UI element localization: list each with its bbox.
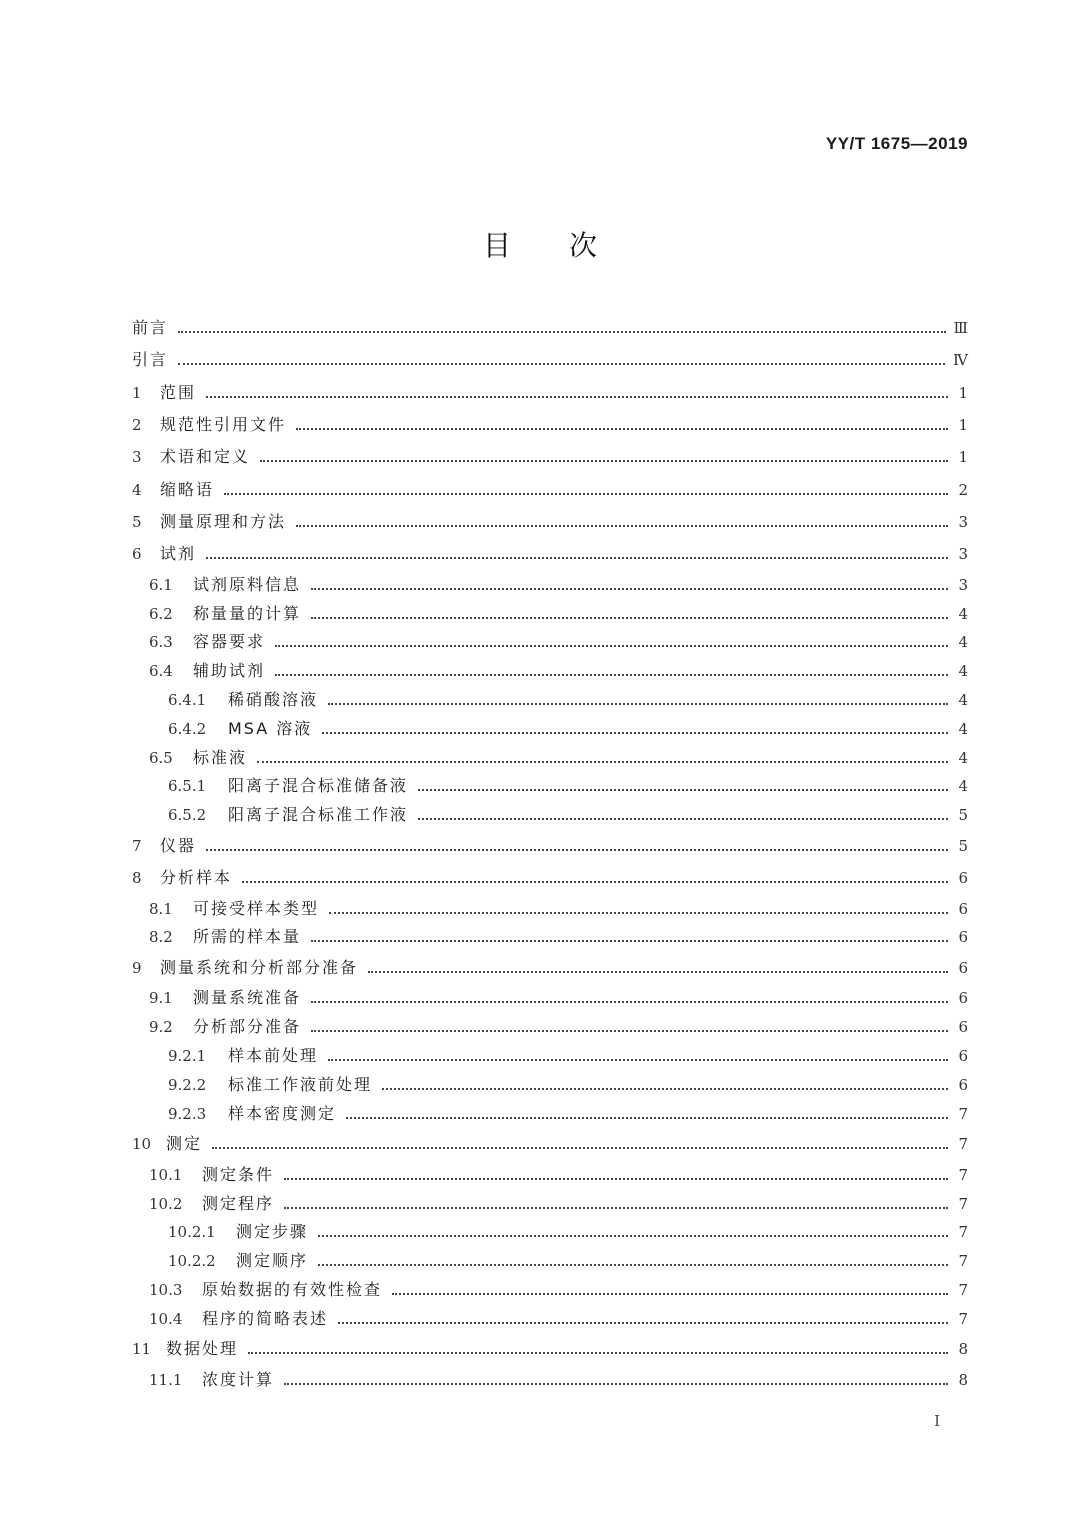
table-of-contents — [132, 312, 968, 1394]
toc-entry-page: 4 — [958, 777, 968, 796]
dot-leader — [346, 1117, 948, 1119]
toc-entry-number: 8.2 — [149, 928, 173, 947]
toc-entry-title: 规范性引用文件 — [160, 415, 287, 435]
toc-entry-page: 6 — [958, 928, 968, 947]
toc-entry-title: 缩略语 — [160, 479, 215, 499]
toc-entry-title: 原始数据的有效性检查 — [202, 1279, 383, 1299]
toc-entry[interactable] — [132, 599, 968, 628]
dot-leader — [224, 493, 948, 495]
toc-entry-number: 7 — [132, 836, 142, 855]
toc-entry-title: 试剂原料信息 — [193, 574, 302, 594]
toc-entry[interactable] — [132, 830, 968, 862]
toc-entry-page: 4 — [958, 633, 968, 652]
toc-entry[interactable] — [132, 1160, 968, 1189]
toc-entry-title: 阳离子混合标准工作液 — [228, 805, 409, 825]
dot-leader — [328, 703, 948, 705]
toc-entry-title: 稀硝酸溶液 — [228, 689, 319, 709]
dot-leader — [206, 557, 948, 559]
dot-leader — [296, 428, 948, 430]
toc-entry-number: 6.4.2 — [168, 719, 207, 738]
dot-leader — [318, 1264, 948, 1266]
toc-entry-number: 4 — [132, 480, 142, 499]
toc-entry-title: 容器要求 — [193, 632, 266, 652]
toc-entry-page: 6 — [958, 958, 968, 977]
toc-entry-title: 分析样本 — [160, 867, 233, 887]
toc-entry-number: 6.3 — [149, 633, 173, 652]
toc-entry-title: 标准工作液前处理 — [228, 1074, 373, 1094]
dot-leader — [311, 940, 948, 942]
toc-entry-page: 6 — [958, 1075, 968, 1094]
toc-entry-page: 7 — [958, 1309, 968, 1328]
dot-leader — [284, 1207, 948, 1209]
toc-entry-page: 4 — [958, 719, 968, 738]
dot-leader — [296, 525, 948, 527]
dot-leader — [418, 789, 948, 791]
standard-number: YY/T 1675—2019 — [825, 134, 968, 153]
toc-entry-number: 9.2.3 — [168, 1104, 207, 1123]
toc-entry-page: 7 — [958, 1252, 968, 1271]
toc-entry-number: 10.3 — [149, 1280, 183, 1299]
toc-entry-title: 数据处理 — [166, 1339, 239, 1359]
toc-entry-title: 范围 — [160, 382, 197, 402]
dot-leader — [275, 645, 948, 647]
toc-entry[interactable] — [132, 344, 968, 376]
page-title: 目次 — [482, 229, 655, 262]
toc-entry-page: 1 — [958, 416, 968, 435]
toc-entry-title: 样本密度测定 — [228, 1103, 337, 1123]
dot-leader — [242, 881, 948, 883]
toc-entry[interactable] — [132, 1276, 968, 1305]
toc-entry[interactable] — [132, 1333, 968, 1365]
toc-entry-title: 测定步骤 — [236, 1222, 309, 1242]
toc-entry[interactable] — [132, 1070, 968, 1099]
toc-entry[interactable] — [132, 894, 968, 923]
toc-entry[interactable] — [132, 923, 968, 952]
toc-entry-page: 7 — [958, 1280, 968, 1299]
dot-leader — [311, 1030, 948, 1032]
toc-entry[interactable] — [132, 952, 968, 984]
toc-entry-page: 3 — [958, 512, 968, 531]
toc-entry[interactable] — [132, 743, 968, 772]
toc-entry-title: 测定程序 — [202, 1193, 275, 1213]
toc-entry[interactable] — [132, 1099, 968, 1128]
dot-leader — [284, 1383, 948, 1385]
toc-entry[interactable] — [132, 312, 968, 344]
toc-entry-title: 测定顺序 — [236, 1251, 309, 1271]
toc-entry-title: 所需的样本量 — [193, 927, 302, 947]
dot-leader — [257, 761, 948, 763]
toc-entry-number: 6.4 — [149, 662, 173, 681]
toc-entry-number: 10 — [132, 1135, 152, 1154]
toc-entry[interactable] — [132, 506, 968, 538]
toc-entry-number: 1 — [132, 383, 142, 402]
toc-entry-title: 前言 — [132, 318, 169, 338]
toc-entry-title: 测量系统和分析部分准备 — [160, 957, 359, 977]
toc-entry[interactable] — [132, 1189, 968, 1218]
dot-leader — [311, 588, 948, 590]
toc-entry-title: 程序的简略表述 — [202, 1308, 329, 1328]
toc-entry[interactable] — [132, 1365, 968, 1394]
toc-entry[interactable] — [132, 409, 968, 441]
toc-entry-number: 8 — [132, 868, 142, 887]
toc-entry-number: 6.2 — [149, 604, 173, 623]
toc-entry[interactable] — [132, 473, 968, 505]
toc-entry[interactable] — [132, 377, 968, 409]
toc-entry-title: 辅助试剂 — [193, 661, 266, 681]
toc-entry-page: 6 — [958, 868, 968, 887]
toc-entry-number: 11 — [132, 1340, 152, 1359]
dot-leader — [368, 971, 948, 973]
toc-entry-page: 2 — [958, 480, 968, 499]
toc-entry-title: MSA 溶液 — [228, 718, 313, 738]
toc-entry-title: 标准液 — [193, 747, 248, 767]
toc-entry-number: 6.5.1 — [168, 777, 207, 796]
toc-entry-title: 浓度计算 — [202, 1369, 275, 1389]
toc-entry-title: 术语和定义 — [160, 447, 251, 467]
toc-entry-page: 1 — [958, 383, 968, 402]
toc-entry-title: 仪器 — [160, 835, 197, 855]
toc-entry-page: 3 — [958, 575, 968, 594]
dot-leader — [260, 460, 948, 462]
dot-leader — [328, 1059, 948, 1061]
toc-entry-page: 4 — [958, 690, 968, 709]
toc-entry-page: 4 — [958, 748, 968, 767]
toc-entry-title: 测定 — [166, 1134, 203, 1154]
toc-entry-page: 7 — [958, 1194, 968, 1213]
toc-entry-number: 10.4 — [149, 1309, 183, 1328]
toc-entry-title: 可接受样本类型 — [193, 898, 320, 918]
toc-entry-number: 3 — [132, 448, 142, 467]
toc-entry-title: 测量系统准备 — [193, 988, 302, 1008]
dot-leader — [212, 1147, 948, 1149]
toc-entry-title: 分析部分准备 — [193, 1017, 302, 1037]
toc-entry-page: 5 — [958, 836, 968, 855]
toc-entry[interactable] — [132, 570, 968, 599]
toc-entry-title: 称量量的计算 — [193, 603, 302, 623]
toc-entry[interactable] — [132, 772, 968, 801]
dot-leader — [206, 396, 948, 398]
dot-leader — [382, 1088, 948, 1090]
toc-entry-page: 6 — [958, 989, 968, 1008]
toc-entry-number: 10.2 — [149, 1194, 183, 1213]
toc-entry-number: 2 — [132, 416, 142, 435]
toc-entry[interactable] — [132, 1042, 968, 1071]
toc-entry-page: 6 — [958, 1047, 968, 1066]
toc-entry-title: 测定条件 — [202, 1164, 275, 1184]
toc-entry-number: 9.2 — [149, 1018, 173, 1037]
toc-entry-page: 8 — [958, 1370, 968, 1389]
dot-leader — [392, 1293, 948, 1295]
toc-entry-page: 4 — [958, 604, 968, 623]
toc-entry[interactable] — [132, 714, 968, 743]
toc-entry[interactable] — [132, 686, 968, 715]
dot-leader — [311, 1001, 948, 1003]
toc-entry-page: 7 — [958, 1165, 968, 1184]
toc-entry[interactable] — [132, 984, 968, 1013]
toc-entry-title: 引言 — [132, 350, 169, 370]
toc-entry-page: 6 — [958, 899, 968, 918]
toc-entry-number: 6.5 — [149, 748, 173, 767]
toc-entry[interactable] — [132, 628, 968, 657]
dot-leader — [284, 1178, 948, 1180]
dot-leader — [311, 617, 948, 619]
toc-entry-page: 4 — [958, 662, 968, 681]
toc-entry[interactable] — [132, 1247, 968, 1276]
dot-leader — [318, 1235, 948, 1237]
toc-entry-number: 9 — [132, 958, 142, 977]
page-folio: I — [934, 1412, 940, 1430]
dot-leader — [248, 1352, 948, 1354]
toc-entry-number: 10.1 — [149, 1165, 183, 1184]
toc-entry-page: 8 — [958, 1340, 968, 1359]
dot-leader — [322, 732, 948, 734]
toc-entry-page: Ⅲ — [953, 319, 968, 338]
dot-leader — [275, 674, 948, 676]
toc-entry-page: 3 — [958, 545, 968, 564]
toc-entry-page: 1 — [958, 448, 968, 467]
toc-entry[interactable] — [132, 1304, 968, 1333]
dot-leader — [329, 912, 948, 914]
toc-entry[interactable] — [132, 538, 968, 570]
toc-entry-number: 5 — [132, 512, 142, 531]
toc-entry-title: 测量原理和方法 — [160, 511, 287, 531]
toc-entry-number: 10.2.1 — [168, 1223, 216, 1242]
toc-entry-number: 9.1 — [149, 989, 173, 1008]
toc-entry-number: 8.1 — [149, 899, 173, 918]
toc-entry-number: 10.2.2 — [168, 1252, 216, 1271]
toc-entry-number: 9.2.1 — [168, 1047, 207, 1066]
toc-entry-title: 阳离子混合标准储备液 — [228, 776, 409, 796]
toc-entry[interactable] — [132, 862, 968, 894]
toc-entry-page: 7 — [958, 1104, 968, 1123]
toc-entry[interactable] — [132, 441, 968, 473]
toc-entry-page: 5 — [958, 806, 968, 825]
toc-entry-number: 9.2.2 — [168, 1075, 207, 1094]
toc-entry-title: 试剂 — [160, 544, 197, 564]
toc-entry[interactable] — [132, 1218, 968, 1247]
dot-leader — [178, 363, 945, 365]
toc-entry-page: 6 — [958, 1018, 968, 1037]
toc-entry-number: 6 — [132, 545, 142, 564]
toc-entry[interactable] — [132, 657, 968, 686]
dot-leader — [338, 1322, 948, 1324]
dot-leader — [418, 818, 948, 820]
toc-entry-title: 样本前处理 — [228, 1046, 319, 1066]
dot-leader — [206, 849, 948, 851]
toc-entry-page: Ⅳ — [953, 351, 968, 370]
toc-entry[interactable] — [132, 1128, 968, 1160]
dot-leader — [178, 331, 946, 333]
toc-entry-page: 7 — [958, 1135, 968, 1154]
toc-entry-number: 11.1 — [149, 1370, 183, 1389]
toc-entry[interactable] — [132, 1013, 968, 1042]
toc-entry-page: 7 — [958, 1223, 968, 1242]
toc-entry-number: 6.5.2 — [168, 806, 207, 825]
toc-entry-number: 6.4.1 — [168, 690, 207, 709]
toc-entry[interactable] — [132, 801, 968, 830]
toc-entry-number: 6.1 — [149, 575, 173, 594]
